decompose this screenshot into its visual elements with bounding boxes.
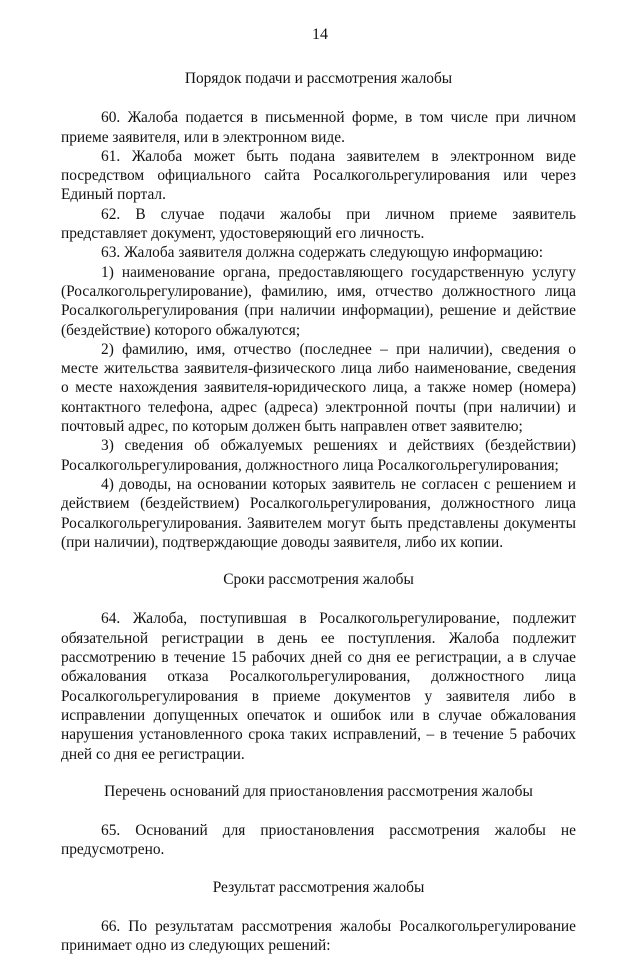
paragraph-63-item-2: 2) фамилию, имя, отчество (последнее – при наличии), сведения о месте жительства заявителя-физического лица либо наименование, сведения о месте нахождения заявителя-юридического лица, а также номер (номера) контактного телефона, адрес (адреса) электронной почты (при наличии) и почтовый адрес, по которым должен быть направлен ответ заявителю; bbox=[61, 340, 576, 436]
paragraph-63-item-3: 3) сведения об обжалуемых решениях и действиях (бездействии) Росалкогольрегулирования, должностного лица Росалкогольрегулирования; bbox=[61, 437, 576, 474]
paragraph-61: 61. Жалоба может быть подана заявителем в электронном виде посредством официального сайта Росалкогольрегулирования или через Единый портал. bbox=[61, 147, 576, 204]
paragraph-62: 62. В случае подачи жалобы при личном приеме заявитель представляет документ, удостоверяющий его личность. bbox=[61, 205, 576, 243]
paragraph-66: 66. По результатам рассмотрения жалобы Росалкогольрегулирование принимает одно из следующих решений: bbox=[61, 917, 576, 955]
document-body bbox=[61, 58, 576, 956]
paragraph-63-item-4: 4) доводы, на основании которых заявитель не согласен с решением и действием (бездействием) Росалкогольрегулирования, должностного лица Росалкогольрегулирования. Заявителем могут быть представлены документы (при наличии), подтверждающие доводы заявителя, либо их копии. bbox=[61, 475, 576, 551]
paragraph-63: 63. Жалоба заявителя должна содержать следующую информацию: bbox=[101, 244, 544, 262]
paragraph-65: 65. Оснований для приостановления рассмотрения жалобы не предусмотрено. bbox=[61, 822, 576, 859]
section-heading-terms: Сроки рассмотрения жалобы bbox=[223, 571, 414, 589]
paragraph-60: 60. Жалоба подается в письменной форме, в том числе при личном приеме заявителя, или в электронном виде. bbox=[61, 109, 576, 146]
paragraph-64: 64. Жалоба, поступившая в Росалкогольрегулирование, подлежит обязательной регистрации в день ее поступления. Жалоба подлежит рассмотрению в течение 15 рабочих дней со дня ее регистрации, а в случае обжалования отказа Росалкогольрегулирования, должностного лица Росалкогольрегулирования в приеме документов у заявителя либо в исправлении допущенных опечаток и ошибок или в случае обжалования нарушения установленного срока таких исправлений, – в течение 5 рабочих дней со дня ее регистрации. bbox=[61, 610, 576, 763]
section-heading-suspension: Перечень оснований для приостановления рассмотрения жалобы bbox=[104, 782, 533, 800]
section-heading-submission: Порядок подачи и рассмотрения жалобы bbox=[184, 70, 453, 87]
page-number: 14 bbox=[312, 26, 328, 43]
section-heading-result: Результат рассмотрения жалобы bbox=[212, 878, 425, 896]
paragraph-63-item-1: 1) наименование органа, предоставляющего государственную услугу (Росалкогольрегулирование), фамилию, имя, отчество должностного лица Росалкогольрегулирования (при наличии информации), решение и действие (бездействие) которого обжалуются; bbox=[61, 263, 576, 339]
